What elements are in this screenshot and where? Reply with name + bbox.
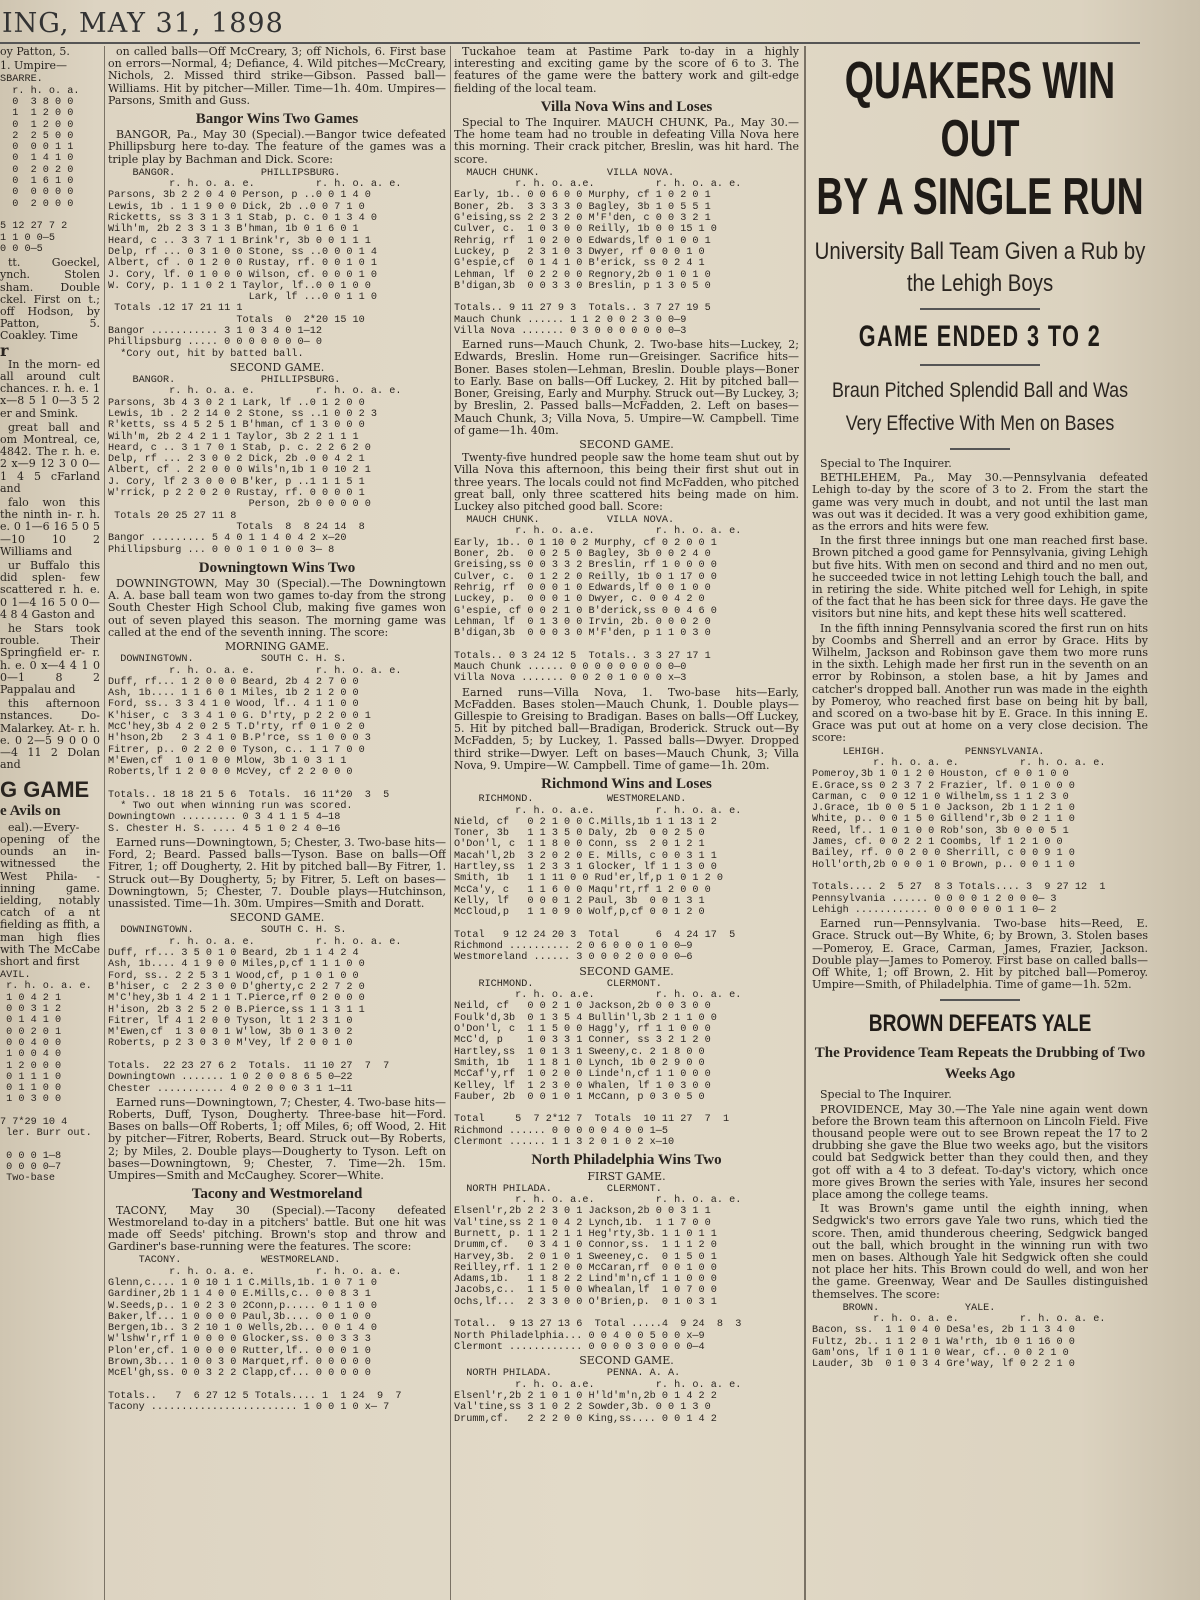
downingtown-second-game-label: SECOND GAME. [229,911,325,925]
c3-top-para: Tuckahoe team at Pastime Park to-day in a highly interesting and exciting game by the score of 6 to 3. The features of the game were the battery work and gilt-edge fielding of the local team. [454,46,799,95]
villa-nova-headline: Villa Nova Wins and Loses [540,98,713,115]
main-headline-line-2: BY A SINGLE RUN [816,168,1144,226]
villa-nova-para: Special to The Inquirer. MAUCH CHUNK, Pa., May 30.—The home team had no trouble in defeating Villa Nova here this morning. Their crack pitcher, Breslin, was hit hard. The score. [454,116,799,166]
c1-box-1: SBARRE. r. h. o. a. 0 3 8 0 0 1 1 2 0 0 0 1 2 0 0 2 2 5 0 0 0 0 0 1 1 0 1 4 1 0 0 2 0 2 0 0 1 6 1 0 0 0 0 0 0 0 2 0 0 0 5 12 27 7 2 1 1 0 0—5 0 0 0—5 [0,74,80,255]
tacony-para: TACONY, May 30 (Special).—Tacony defeated Westmoreland to-day in a pitchers' battle. But one hit was made off Seeds' pitching. Brown's stop and throw and Gardiner's base-running were the features. The score: [108,1203,446,1254]
villa-nova-box-score-2: MAUCH CHUNK. VILLA NOVA. r. h. o. a.e. r. h. o. a. e. Early, 1b.. 0 1 10 0 2 Murphy, cf 0 2 0 0 1 Boner, 2b. 0 0 2 5 0 Bagley, 3b 0 0 2 4 0 Greising,ss 0 0 3 3 2 Breslin, rf 1 0 0 0 0 Culver, c. 0 1 2 2 0 Reilly, 1b 0 1 17 0 0 Rehrig, rf 0 0 0 1 0 Edwards,lf 0 0 1 0 0 Luckey, p. 0 0 0 1 0 Dwyer, c. 0 0 4 2 0 G'espie, cf 0 0 2 1 0 B'derick,ss 0 0 4 6 0 Lehman, lf 0 1 3 0 0 Irvin, 2b. 0 0 0 2 0 B'digan,3b 0 0 0 3 0 M'F'den, p 1 1 0 3 0 Totals.. 0 3 24 12 5 Totals.. 3 3 27 17 1 Mauch Chunk ...... 0 0 0 0 0 0 0 0 0—0 Villa Nova ....... 0 0 2 0 1 0 0 0 x—3 [454,515,742,685]
quakers-para-1: BETHLEHEM, Pa., May 30.—Pennsylvania defeated Lehigh to-day by the score of 3 to 2. From the start the game was very much in doubt, and not until the last man was out was it decided. It was a very good exhibition game, as the errors and hits were few. [812,471,1148,534]
game-ended-headline: GAME ENDED 3 TO 2 [858,320,1102,353]
c1-subhead: e Avils on [0,803,61,820]
villa-nova-para-4: Earned runs—Villa Nova, 1. Two-base hits—Early, McFadden. Bases stolen—Mauch Chunk, 1. Double plays—Gillespie to Greising to Bradigan. Bases on balls—Off Luckey, 5. Hit by pitched ball—Bradigan, Broderick. Struck out—By McFadden, 5; by Luckey, 1. Passed balls—Dwyer. Dropped third strike—Dwyer. Left on bases—Mauch Chunk, 3; Villa Nova, 9. Umpire—W. Campbell. Time of game—1h. 20m. [454,685,799,772]
main-headline-line-1: QUAKERS WIN OUT [844,52,1116,168]
brown-yale-subhead: The Providence Team Repeats the Drubbing of Two Weeks Ago [814,1045,1146,1083]
deck-rule-2 [920,364,1040,366]
brown-para-2: It was Brown's game until the eighth inning, when Sedgwick's two errors gave Yale two runs, which tied the score. Then, amid thunderous cheering, Sedgwick banged out the ball, which brought in the winning run with two men on bases. Although Yale hit Sedgwick often she could not place her hits. This Brown could do well, and won her the game. Greenway, Wear and De Saulles distinguished themselves. The score: [812,1202,1148,1301]
north-phila-box-score-2: NORTH PHILADA. PENNA. A. A. r. h. o. a.e. r. h. o. a. e. Elsenl'r,2b 2 1 0 1 0 H'ld'm'n,2b 0 1 4 2 2 Val'tine,ss 3 1 0 2 2 Sowder,3b. 0 0 1 3 0 Drumm,cf. 2 2 2 0 0 King,ss.... 0 0 1 4 2 [454,1368,742,1425]
brown-yale-box-score: BROWN. YALE. r. h. o. a. e. r. h. o. a. e. Bacon, ss. 1 1 0 4 0 DeSa'es, 2b 1 1 3 4 0 Fultz, 2b.. 1 1 2 0 1 Wa'rth, 1b 0 1 16 0 0 Gam'ons, lf 1 0 1 1 0 Wear, cf.. 0 0 2 1 0 Lauder, 3b 0 1 0 3 4 Gre'way, lf 0 2 2 1 0 [812,1302,1106,1371]
downingtown-para-3: Earned runs—Downingtown, 7; Chester, 4. Two-base hits—Roberts, Duff, Tyson, Dougherty. Three-base hit—Ford. Bases on balls—Off Roberts, 1; off Miles, 6; off Wood, 2. Hit by pitcher—Fitrer, Roberts, Beard. Struck out—By Roberts, 2; by Miles, 2. Double plays—Dougherty to Tyson. Left on bases—Downingtown, 9; Chester, 7. Time—2h. 15m. Umpires—Smith and McCaughey. Scorer—White. [108,1095,446,1183]
north-phila-first-game-label: FIRST GAME. [587,1169,666,1183]
c1-letter: r [0,340,9,360]
downingtown-para-2: Earned runs—Downingtown, 5; Chester, 3. Two-base hits—Ford, 2; Beard. Passed balls—Tyson. Base on balls—Off Fitrer, 1; off Dougherty, 2. Hit by pitched ball—By Fitrer, 1. Struck out—By Dougherty, 5; by Fitrer, 5. Left on bases—Downingtown, 5; Chester, 7. Double plays—Hutchinson, unassisted. Time—1h. 30m. Umpires—Smith and Doratt. [108,836,446,911]
downingtown-box-score-1: DOWNINGTOWN. SOUTH C. H. S. r. h. o. a. e. r. h. o. a. e. Duff, rf... 1 2 0 0 0 Beard, 2b 4 2 7 0 0 Ash, 1b.... 1 1 6 0 1 Miles, 1b 2 1 2 0 0 Ford, ss.. 3 3 4 1 0 Wood, lf.. 4 1 1 0 0 K'hiser, c 3 3 4 1 0 G. D'rty, p 2 2 0 0 1 McC'hey,3b 4 2 0 2 5 T.D'rty, rf 0 1 0 2 0 H'hson,2b 2 3 4 1 0 B.P'rce, ss 1 0 0 0 3 Fitrer, p.. 0 2 2 0 0 Tyson, c.. 1 1 7 0 0 M'Ewen,cf 1 0 1 0 0 Mlow, 3b 1 0 3 1 1 Roberts,lf 1 2 0 0 0 McVey, cf 2 2 0 0 0 Totals.. 18 18 21 5 6 Totals. 16 11*20 3 5 * Two out when winning run was scored. Downingtown ......... 0 3 4 1 1 5 4—18 S. Chester H. S. .... 4 5 1 0 2 4 0—16 [108,654,402,835]
c1-para-8: eal).—Every- opening of the ounds an in- witnessed the West Phila- -inning game. ielding, notably catch of a nt fielding as ffith, a man high flies with The McCabe short and first [0,820,100,968]
c2-top-para: on called balls—Off McCreary, 3; off Nichols, 6. First base on errors—Normal, 4; Defiance, 4. Wild pitches—McCreary, Nichols, 2. Missed third strike—Gibson. Passed ball—Williams. Hit by pitcher—Miller. Time—1h. 40m. Umpires—Parsons, Smith and Guss. [108,46,446,107]
c1-box-2: AVIL. r. h. o. a. e. 1 0 4 2 1 0 0 3 1 2 0 1 4 1 0 0 0 2 0 1 0 0 4 0 0 1 0 0 4 0 1 2 0 0 0 0 1 1 1 0 0 1 1 0 0 1 0 3 0 0 7 7*29 10 4 ler. Burr out. 0 0 0 1—8 0 0 0 0—7 Two-base [0,970,92,1185]
special-credit-2: Special to The Inquirer. [820,1088,952,1102]
c1-para-7: this afternoon nstances. Do- Malarkey. At- r. h. e. 0 2—5 9 0 0 0—4 11 2 Dolan and [0,697,100,772]
bangor-second-game-label: SECOND GAME. [229,360,325,374]
north-phila-box-score-1: NORTH PHILADA. CLERMONT. r. h. o. a.e. r. h. o. a. e. Elsenl'r,2b 2 2 3 0 1 Jackson,2b 0 0 3 1 1 Val'tine,ss 2 1 0 4 2 Lynch,1b. 1 1 7 0 0 Burnett, p. 1 1 2 1 1 Heg'rty,3b. 1 1 0 1 1 Drumm,cf. 0 3 4 1 0 Connor,ss. 1 1 1 2 0 Harvey,3b. 2 0 1 0 1 Sweeney,c. 0 1 5 0 1 Reilley,rf. 1 1 2 0 0 McCaran,rf 0 0 1 0 0 Adams,1b. 1 1 8 2 2 Lind'm'n,cf 1 1 0 0 0 Jacobs,c.. 1 1 5 0 0 Whealan,lf 1 0 7 0 0 Ochs,lf... 2 3 3 0 0 O'Brien,p. 0 1 0 3 1 Total.. 9 13 27 13 6 Total .....4 9 24 8 3 North Philadelphia... 0 0 4 0 0 5 0 0 x—9 Clermont ............ 0 0 0 0 3 0 0 0 0—4 [454,1183,742,1353]
masthead [0,4,1200,44]
column-3 [454,46,799,1427]
c1-top-line-1: 1. Umpire— [0,59,68,73]
villa-nova-box-score-1: MAUCH CHUNK. VILLA NOVA. r. h. o. a.e. r. h. o. a. e. Early, 1b.. 0 0 6 0 0 Murphy, cf 1 0 2 0 1 Boner, 2b. 3 3 3 3 0 Bagley, 3b 1 0 5 5 1 G'eising,ss 2 2 3 2 0 M'F'den, c 0 0 3 2 1 Culver, c. 1 0 3 0 0 Reilly, 1b 0 0 15 1 0 Rehrig, rf 1 0 2 0 0 Edwards,lf 0 1 0 0 1 Luckey, p 2 3 1 0 3 Dwyer, rf 0 0 0 1 0 G'espie,cf 0 1 4 1 0 B'erick, ss 0 2 4 1 Lehman, lf 0 2 2 0 0 Regnory,2b 0 1 0 1 0 B'digan,3b 0 0 3 3 0 Breslin, p 1 3 0 5 0 Totals.. 9 11 27 9 3 Totals.. 3 7 27 19 5 Mauch Chunk ...... 1 1 2 0 0 2 3 0 0—9 Villa Nova ....... 0 3 0 0 0 0 0 0 0—3 [454,167,742,337]
deck-1: University Ball Team Given a Rub by the Lehigh Boys [814,238,1146,297]
quakers-para-2: In the first three innings but one man reached first base. Brown pitched a good game for Pennsylvania, giving Lehigh but five hits. With men on second and third and no men out, he succeeded twice in not letting Lehigh touch the ball, and in retiring the side. White pitched well for Lehigh, in spite of the fact that he has been sick for three days. He gave the visitors but nine hits, and kept these hits well scattered. [812,534,1148,621]
c1-para-3: great ball and om Montreal, ce, 4842. The r. h. e. 2 x—9 12 3 0 0—1 4 5 cFarland and [0,420,100,495]
quakers-para-3: In the fifth inning Pennsylvania scored the first run on hits by Coombs and Sherrell and an error by Grace. Hits by Wilhelm, Jackson and Robinson gave them two more runs in the sixth. Lehigh made her first run in the seventh on an error by Robinson, a stolen base, a hit by James and catcher's dropped ball. Another run was made in the eighth by Pomeroy, who reached first base on being hit by ball, and scored on a two-base hit by E. Grace. In this inning E. Grace was put out at home on a very close decision. The score: [812,621,1148,745]
c1-top-line-0: oy Patton, 5. [0,46,70,58]
column-2 [108,46,446,1415]
masthead-rule [0,42,1140,44]
column-rule-1 [104,46,105,1600]
column-4 [812,46,1148,1373]
masthead-date: ING, MAY 31, 1898 [2,8,284,39]
richmond-second-game-label: SECOND GAME. [579,964,674,978]
downingtown-para: DOWNINGTOWN, May 30 (Special).—The Downingtown A. A. base ball team won two games to-day from the strong South Chester High School Club, making five games won out of seven played this season. The morning game was called at the end of the seventh inning. The score: [108,577,446,639]
richmond-box-score-2: RICHMOND. CLERMONT. r. h. o. a.e. r. h. o. a. e. Neild, cf 0 0 2 1 0 Jackson,2b 0 0 3 0 0 Foulk'd,3b 0 1 3 5 4 Bullin'l,3b 2 1 1 0 0 O'Don'l, c 1 1 5 0 0 Hagg'y, rf 1 1 0 0 0 McC'd, p 1 0 3 3 1 Conner, ss 3 2 1 2 0 Hartley,ss 1 0 1 3 1 Sweeny,c. 2 1 8 0 0 Smith, 1b 1 1 8 1 0 Lynch, 1b 0 2 9 0 0 McCaf'y,rf 1 0 2 0 0 Linde'n,cf 1 1 0 0 0 Kelley, lf 1 2 3 0 0 Whalen, lf 1 0 3 0 0 Fauber, 2b 0 0 1 0 1 McCann, p 0 3 0 5 0 Total 5 7 2*12 7 Totals 10 11 27 7 1 Richmond ...... 0 0 0 0 0 4 0 0 1—5 Clermont ...... 1 1 3 2 0 1 0 2 x—10 [454,978,742,1149]
richmond-box-score-1: RICHMOND. WESTMORELAND. r. h. o. a.e. r. h. o. a. e. Nield, cf 0 2 1 0 0 C.Mills,1b 1 1 13 1 2 Toner, 3b 1 1 3 5 0 Daly, 2b 0 0 2 5 0 O'Don'l, c 1 1 8 0 0 Conn, ss 2 0 1 2 1 Macah'l,2b 3 2 0 2 0 E. Mills, c 0 0 3 1 1 Hartley,ss 1 2 3 3 1 Glocker, lf 1 1 3 0 0 Smith, 1b 1 1 11 0 0 Rud'er,lf,p 1 0 1 2 0 McCa'y, c 1 1 6 0 0 Maqu'rt,rf 1 2 0 0 0 Kelly, lf 0 0 0 1 2 Paul, 3b 0 0 1 3 1 McCloud,p 1 1 0 9 0 Wolf,p,cf 0 0 1 2 0 Total 9 12 24 20 3 Total 6 4 24 17 5 Richmond .......... 2 0 6 0 0 0 1 0 0—9 Westmoreland ...... 3 0 0 0 2 0 0 0 0—6 [454,794,742,964]
special-credit: Special to The Inquirer. [820,457,952,470]
main-headline [812,52,1148,226]
column-1 [0,46,100,1187]
downingtown-headline: Downingtown Wins Two [198,559,356,576]
c1-para-1: tt. Goeckel, ynch. Stolen sham. Double ckel. First on t.; off Hodson, by Patton, 5. Coakley. Time [0,256,100,343]
bangor-box-score-2: BANGOR. PHILLIPSBURG. r. h. o. a. e. r. h. o. a. e. Parsons, 3b 4 3 0 2 1 Lark, lf ..0 1 2 0 0 Lewis, 1b . 2 2 14 0 2 Stone, ss ..1 0 0 2 3 R'ketts, ss 4 5 2 5 1 B'hman, cf 1 3 0 0 0 Wilh'm, 2b 2 4 2 1 1 Taylor, 3b 2 2 1 1 1 Heard, c .. 3 1 7 0 1 Stab, p. c. 2 2 6 2 0 Delp, rf ... 2 3 0 0 2 Dick, 2b .0 0 4 2 1 Albert, cf . 2 2 0 0 0 Wils'n,1b 1 0 10 2 1 J. Cory, lf 2 3 0 0 0 B'ker, p ..1 1 1 5 1 W'rrick, p 2 2 0 2 0 Rustay, rf. 0 0 0 0 1 Person, 2b 0 0 0 0 0 Totals 20 25 27 11 8 Totals 8 8 24 14 8 Bangor ......... 5 4 0 1 1 4 0 4 2 x—20 Phillipsburg ... 0 0 0 1 0 1 0 0 3— 8 [108,375,402,556]
deck-rule-1 [920,308,1040,310]
brown-para-1: PROVIDENCE, May 30.—The Yale nine again went down before the Brown team this afternoon on Lincoln Field. Five thousand people were out to see Brown repeat the 17 to 2 drubbing she gave the Blue two weeks ago, but the visitors could bat Sedgwick better than they could then, and they got off with a 4 to 3 defeat. To-day's victory, which once more gives Brown the series with Yale, insures her second place among the college teams. [812,1102,1148,1201]
column-rule-2 [450,46,451,1600]
villa-nova-para-3: Twenty-five hundred people saw the home team shut out by Villa Nova this afternoon, this being their first shut out in three years. The locals could not find McFadden, who pitched great ball, only three scattered hits being made on him. Luckey also pitched good ball. Score: [454,451,799,513]
villa-nova-second-game-label: SECOND GAME. [579,437,674,451]
bangor-box-score-1: BANGOR. PHILLIPSBURG. r. h. o. a. e. r. h. o. a. e. Parsons, 3b 2 2 0 4 0 Person, p ..0 0 1 4 0 Lewis, 1b . 1 1 9 0 0 Dick, 2b ..0 0 7 1 0 Ricketts, ss 3 3 1 3 1 Stab, p. c. 0 1 3 4 0 Wilh'm, 2b 2 3 3 1 3 B'hman, 1b 0 1 6 0 1 Heard, c .. 3 3 7 1 1 Brink'r, 3b 0 0 1 1 1 Delp, rf ... 0 3 1 0 0 Stone, ss ..0 0 0 1 4 Albert, cf . 0 1 2 0 0 Rustay, rf. 0 0 1 0 1 J. Cory, lf. 0 1 0 0 0 Wilson, cf. 0 0 0 1 0 W. Cory, p. 1 1 0 2 1 Taylor, lf..0 0 1 0 0 Lark, lf ...0 0 1 1 0 Totals .12 17 21 11 1 Totals 0 2*20 15 10 Bangor ........... 3 1 0 3 4 0 1—12 Phillipsburg ..... 0 0 0 0 0 0 0— 0 *Cory out, hit by batted ball. [108,167,402,360]
bangor-headline: Bangor Wins Two Games [195,111,359,128]
tacony-headline: Tacony and Westmoreland [191,1186,363,1203]
section-rule [940,999,1020,1001]
morning-game-label: MORNING GAME. [225,640,329,654]
brown-yale-headline: BROWN DEFEATS YALE [868,1010,1092,1038]
downingtown-box-score-2: DOWNINGTOWN. SOUTH C. H. S. r. h. o. a. e. r. h. o. a. e. Duff, rf... 3 5 0 1 0 Beard, 2b 1 1 4 2 4 Ash, 1b.... 4 1 9 0 0 Miles,p,cf 1 1 1 0 0 Ford, ss.. 2 2 5 3 1 Wood,cf, p 1 0 1 0 0 B'hiser, c 2 2 3 0 0 D'gherty,c 2 2 7 2 0 M'C'hey,3b 1 4 2 1 1 T.Pierce,rf 0 2 0 0 0 H'ison, 2b 3 2 5 2 0 B.Pierce,ss 1 1 3 1 1 Fitrer, lf 4 1 2 0 0 Tyson, lt 1 2 3 1 0 M'Ewen,cf 1 3 0 0 1 W'low, 3b 0 1 3 0 2 Roberts, p 2 3 0 3 0 M'Vey, lf 2 0 0 1 0 Totals. 22 23 27 6 2 Totals. 11 10 27 7 7 Downingtown ....... 1 0 2 0 0 8 6 5 0—22 Chester ........... 4 0 2 0 0 0 3 1 1—11 [108,925,402,1095]
tacony-box-score: TACONY. WESTMORELAND. r. h. o. a. e. r. h. o. a. e. Glenn,c.... 1 0 10 1 1 C.Mills,1b. 1 0 7 1 0 Gardiner,2b 1 1 4 0 0 E.Mills,c.. 0 0 8 3 1 W.Seeds,p.. 1 0 2 3 0 2Conn,p..... 0 1 1 0 0 Baker,lf... 1 0 0 0 0 Paul,3b.... 0 0 1 0 0 Bergen,1b.. 3 2 10 1 0 Wells,2b... 0 0 1 4 0 W'lshw'r,rf 1 0 0 0 0 Glocker,ss. 0 0 3 3 3 Plon'er,cf. 1 0 0 0 0 Rutter,lf.. 0 0 0 1 0 Brown,3b... 1 0 0 3 0 Marquet,rf. 0 0 0 0 0 McEl'gh,ss. 0 0 3 2 2 Clapp,cf... 0 0 0 0 0 Totals.. 7 6 27 12 5 Totals.... 1 1 24 9 7 Tacony ........................ 1 0 0 1 0 x— 7 [108,1255,402,1414]
c1-para-6: he Stars took rouble. Their Springfield er- r. h. e. 0 x—4 4 1 0 0—1 8 2 Pappalau and [0,622,100,697]
c1-para-2: In the morn- ed all around cult chances. r. h. e. 1 x—8 5 1 0—3 5 2 er and Smink. [0,357,100,420]
villa-nova-para-2: Earned runs—Mauch Chunk, 2. Two-base hits—Luckey, 2; Edwards, Breslin. Home run—Greisinger. Sacrifice hits—Boner. Bases stolen—Lehman, Breslin. Double plays—Boner to Early. Base on balls—Off Luckey, 2. Hit by pitched ball—Boner, Greising, Early and Murphy. Struck out—By Luckey, 3; by Breslin, 2. Passed balls—McFadden, 2. Left on bases—Mauch Chunk, 3; Villa Nova, 5. Umpire—W. Campbell. Time of game—1h. 40m. [454,338,799,437]
c1-headline: G GAME [0,777,90,803]
deck-rule-3 [950,448,1010,450]
richmond-headline: Richmond Wins and Loses [541,776,712,792]
quakers-para-4: Earned run—Pennsylvania. Two-base hits—Reed, E. Grace. Struck out—By White, 6; by Brown, 3. Stolen bases—Pomeroy, E. Grace, Carman, James, Frazier, Jackson. Double play—James to Pomeroy. First base on called balls—Off White, 1; off Brown, 2. Hit by pitched ball—Pomeroy. Umpire—Smith, of Philadelphia. Time of game—1h. 52m. [812,917,1148,992]
deck-2: Braun Pitched Splendid Ball and Was Very Effective With Men on Bases [831,379,1129,435]
bangor-para: BANGOR, Pa., May 30 (Special).—Bangor twice defeated Phillipsburg here to-day. The feature of the games was a triple play by Bachman and Dick. Score: [108,128,446,166]
lehigh-box-score: LEHIGH. PENNSYLVANIA. r. h. o. a. e. r. h. o. a. e. Pomeroy,3b 1 0 1 2 0 Houston, cf 0 0 1 0 0 E.Grace,ss 0 2 3 7 2 Frazier, lf. 0 1 0 0 0 Carman, c 0 0 12 1 0 Wilhelm,ss 1 1 2 3 0 J.Grace, 1b 0 0 5 1 0 Jackson, 2b 1 1 2 1 0 White, p.. 0 0 1 5 0 Gillend'r,3b 0 2 1 1 0 Reed, lf.. 1 0 1 0 0 Rob'son, 3b 0 0 0 5 1 James, cf. 0 0 2 2 1 Coombs, lf 1 2 1 0 0 Bailey, rf. 0 0 2 0 0 Sherrill, c 0 0 9 1 0 Holl'orth,2b 0 0 0 1 0 Brown, p.. 0 0 1 1 0 Totals.... 2 5 27 8 3 Totals.... 3 9 27 12 1 Pennsylvania ...... 0 0 0 0 1 2 0 0 0— 3 Lehigh ............ 0 0 0 0 0 0 1 1 0— 2 [812,746,1106,916]
c1-para-5: ur Buffalo this did splen- few scattered r. h. e. 0 1—4 16 5 0 0—4 8 4 Gaston and [0,559,100,621]
column-rule-3 [804,46,806,1600]
north-phila-headline: North Philadelphia Wins Two [531,1152,722,1169]
north-phila-second-game-label: SECOND GAME. [579,1354,674,1368]
c1-para-4: falo won this the ninth in- r. h. e. 0 1—6 16 5 0 5—10 10 2 Williams and [0,496,100,558]
